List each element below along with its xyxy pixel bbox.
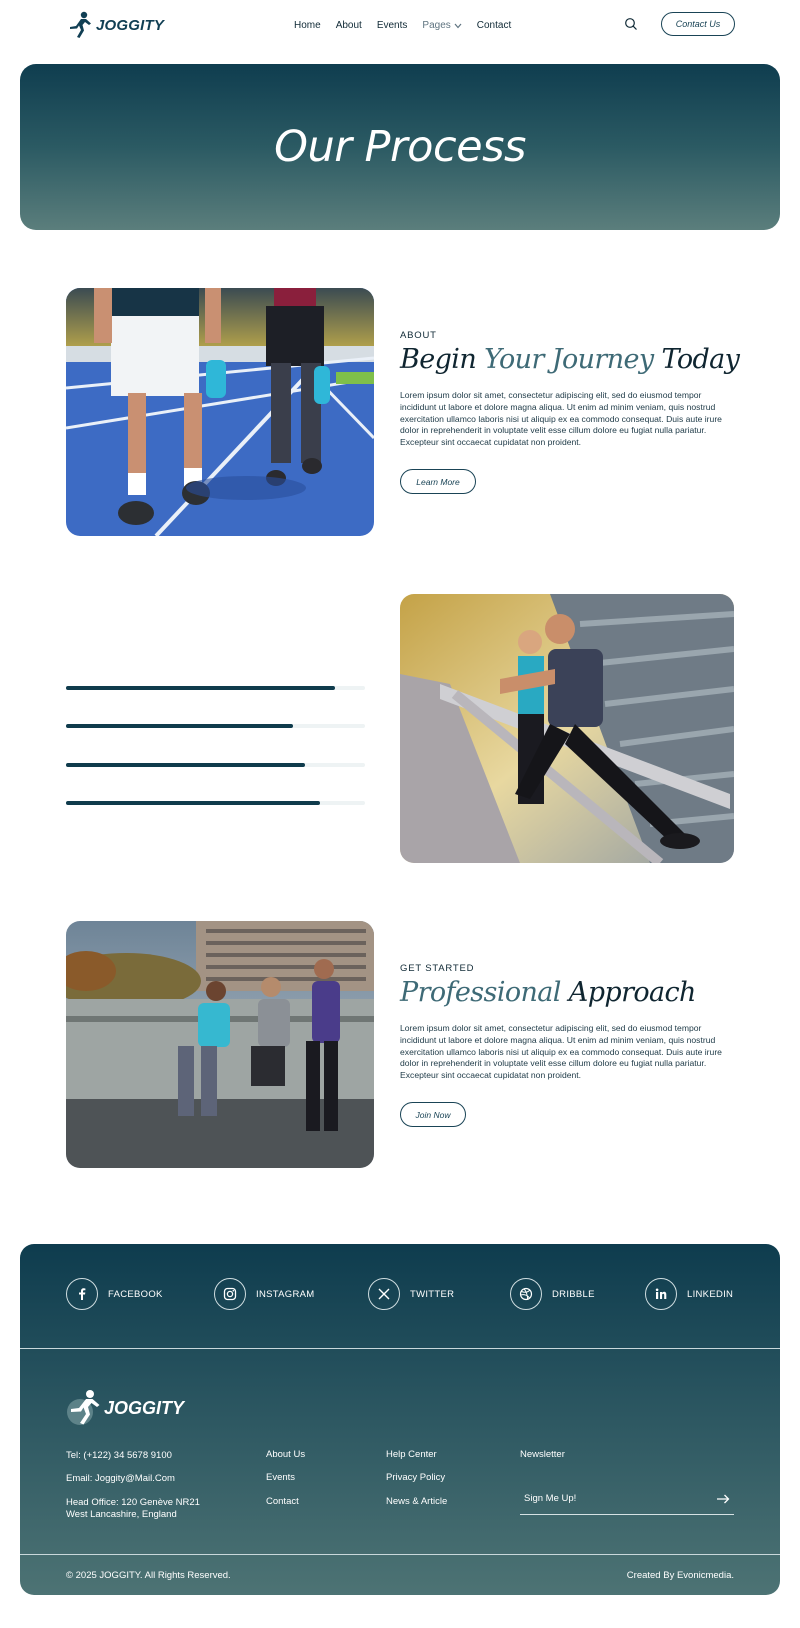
footer-office-line2: West Lancashire, England [66, 1509, 177, 1520]
footer-link-about[interactable]: About Us [266, 1449, 306, 1460]
about-heading [400, 344, 739, 375]
social-label: TWITTER [410, 1288, 455, 1300]
about-heading-part2: Today [653, 344, 740, 375]
started-eyebrow: GET STARTED [400, 963, 475, 974]
footer-office-line1: Head Office: 120 Genève NR21 [66, 1497, 200, 1508]
newsletter-input[interactable]: Sign Me Up! [524, 1493, 577, 1504]
contact-us-button[interactable]: Contact Us [661, 12, 735, 36]
started-heading-part2: Approach [560, 977, 696, 1008]
social-dribbble[interactable] [510, 1278, 595, 1310]
started-heading-accent: Professional [400, 977, 561, 1008]
progress-fill [66, 801, 320, 805]
about-eyebrow: ABOUT [400, 330, 437, 341]
newsletter-title: Newsletter [520, 1449, 565, 1460]
social-label: DRIBBLE [552, 1288, 595, 1300]
chevron-down-icon [454, 23, 462, 29]
page-title: Our Process [274, 122, 526, 172]
about-paragraph: Lorem ipsum dolor sit amet, consectetur adipiscing elit, sed do eiusmod tempor incididunt ut labore et dolore magna aliqua. Ut enim ad minim veniam, quis nostrud exercitation ullamco laboris nisi ut aliquip ex ea commodo consequat. Duis aute irure dolor in reprehenderit in voluptate velit esse cillum dolore eu fugiat nulla pariatur. Excepteur sint occaecat cupidatat non proident. [400, 390, 722, 448]
progress-fill [66, 724, 293, 728]
dribbble-icon [510, 1278, 542, 1310]
runner-logo-icon [66, 10, 94, 40]
menu-pages[interactable] [422, 20, 461, 31]
search-icon[interactable] [624, 17, 638, 31]
footer-divider [20, 1348, 780, 1349]
social-facebook[interactable] [66, 1278, 163, 1310]
progress-bar [66, 801, 365, 805]
linkedin-icon [645, 1278, 677, 1310]
copyright: © 2025 JOGGITY. All Rights Reserved. [66, 1570, 231, 1581]
about-heading-accent: Your Journey [484, 344, 654, 375]
progress-fill [66, 686, 335, 690]
progress-bar [66, 724, 365, 728]
footer-bottom-divider [20, 1554, 780, 1555]
facebook-icon [66, 1278, 98, 1310]
top-navbar [0, 0, 800, 56]
logo-text: JOGGITY [96, 16, 165, 34]
group-stretching-image [66, 921, 374, 1168]
footer-link-privacy[interactable]: Privacy Policy [386, 1472, 446, 1483]
runners-track-image [66, 288, 374, 536]
instagram-icon [214, 1278, 246, 1310]
x-twitter-icon [368, 1278, 400, 1310]
logo[interactable] [66, 10, 164, 40]
progress-bar [66, 763, 365, 767]
social-twitter[interactable] [368, 1278, 454, 1310]
menu-about[interactable]: About [335, 20, 362, 31]
main-menu [294, 20, 511, 31]
menu-home[interactable]: Home [294, 20, 321, 31]
footer-tel[interactable]: Tel: (+122) 34 5678 9100 [66, 1450, 172, 1461]
social-label: INSTAGRAM [256, 1288, 315, 1300]
newsletter-underline [520, 1514, 734, 1515]
about-heading-part1: Begin [400, 344, 485, 375]
footer-link-help[interactable]: Help Center [386, 1449, 437, 1460]
footer-logo[interactable] [66, 1388, 184, 1428]
social-linkedin[interactable] [645, 1278, 733, 1310]
footer-logo-text: JOGGITY [104, 1397, 185, 1418]
started-paragraph: Lorem ipsum dolor sit amet, consectetur adipiscing elit, sed do eiusmod tempor incididunt ut labore et dolore magna aliqua. Ut enim ad minim veniam, quis nostrud exercitation ullamco laboris nisi ut aliquip ex ea commodo consequat. Duis aute irure dolor in reprehenderit in voluptate velit esse cillum dolore eu fugiat nulla pariatur. Excepteur sint occaecat cupidatat non proident. [400, 1023, 722, 1081]
menu-pages-label: Pages [422, 20, 451, 31]
join-now-button[interactable]: Join Now [400, 1102, 466, 1127]
footer-link-news[interactable]: News & Article [386, 1496, 448, 1507]
learn-more-button[interactable]: Learn More [400, 469, 476, 494]
social-instagram[interactable] [214, 1278, 314, 1310]
social-label: FACEBOOK [108, 1288, 163, 1300]
menu-contact[interactable]: Contact [476, 20, 512, 31]
footer [20, 1244, 780, 1595]
social-label: LINKEDIN [687, 1288, 734, 1300]
credit[interactable]: Created By Evonicmedia. [626, 1570, 734, 1581]
started-heading [400, 977, 696, 1008]
footer-email[interactable]: Email: Joggity@Mail.Com [66, 1473, 175, 1484]
stretching-stadium-image [400, 594, 734, 863]
arrow-right-icon[interactable] [716, 1494, 730, 1504]
menu-events[interactable]: Events [376, 20, 408, 31]
footer-link-contact[interactable]: Contact [266, 1496, 299, 1507]
progress-fill [66, 763, 305, 767]
footer-link-events[interactable]: Events [266, 1472, 296, 1483]
page-hero-banner [20, 64, 780, 230]
runner-logo-icon [66, 1388, 102, 1428]
progress-bar [66, 686, 365, 690]
